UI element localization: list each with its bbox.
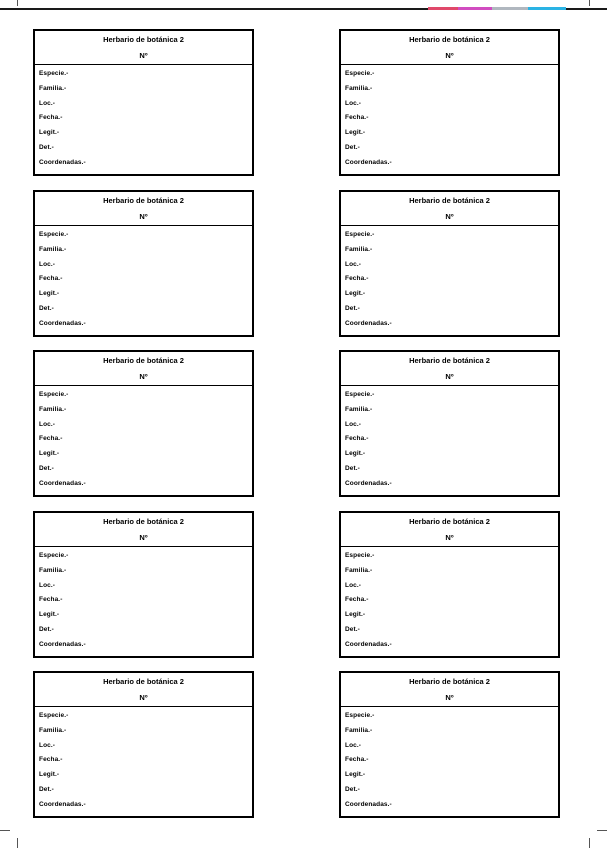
field-loc: Loc.- <box>345 741 362 749</box>
label-fields <box>341 65 558 172</box>
herbarium-label-r4-c2 <box>339 511 560 658</box>
field-fecha: Fecha.- <box>345 114 369 122</box>
field-coordenadas: Coordenadas.- <box>39 800 86 808</box>
field-familia: Familia.- <box>345 405 373 413</box>
label-fields <box>35 547 252 654</box>
label-fields <box>35 226 252 333</box>
field-loc: Loc.- <box>39 581 56 589</box>
field-loc: Loc.- <box>345 420 362 428</box>
label-number: Nº <box>35 47 252 65</box>
field-fecha: Fecha.- <box>39 114 63 122</box>
label-title: Herbario de botánica 2 <box>103 517 184 526</box>
field-loc: Loc.- <box>39 260 56 268</box>
field-fecha: Fecha.- <box>345 275 369 283</box>
field-familia: Familia.- <box>39 405 67 413</box>
field-legit: Legit.- <box>39 611 60 619</box>
field-fecha: Fecha.- <box>39 756 63 764</box>
field-especie: Especie.- <box>39 552 69 559</box>
field-loc: Loc.- <box>39 420 56 428</box>
label-number: Nº <box>341 368 558 386</box>
field-legit: Legit.- <box>39 290 60 298</box>
field-fecha: Fecha.- <box>345 435 369 443</box>
field-legit: Legit.- <box>39 771 60 779</box>
label-fields <box>341 386 558 493</box>
label-fields <box>341 226 558 333</box>
field-fecha: Fecha.- <box>39 435 63 443</box>
field-fecha: Fecha.- <box>39 275 63 283</box>
field-loc: Loc.- <box>345 99 362 107</box>
label-number: Nº <box>341 529 558 547</box>
field-especie: Especie.- <box>345 70 375 77</box>
herbarium-label-r5-c2 <box>339 671 560 818</box>
label-title: Herbario de botánica 2 <box>409 517 490 526</box>
field-especie: Especie.- <box>345 552 375 559</box>
field-det: Det.- <box>39 625 54 633</box>
herbarium-label-r5-c1 <box>33 671 254 818</box>
label-number: Nº <box>35 529 252 547</box>
herbarium-label-r2-c2 <box>339 190 560 337</box>
field-legit: Legit.- <box>345 771 366 779</box>
field-legit: Legit.- <box>345 611 366 619</box>
field-coordenadas: Coordenadas.- <box>345 479 392 487</box>
field-det: Det.- <box>39 464 54 472</box>
herbarium-label-r2-c1 <box>33 190 254 337</box>
label-number: Nº <box>35 208 252 226</box>
label-title: Herbario de botánica 2 <box>409 196 490 205</box>
field-coordenadas: Coordenadas.- <box>39 158 86 166</box>
field-loc: Loc.- <box>345 260 362 268</box>
field-legit: Legit.- <box>345 129 366 137</box>
field-coordenadas: Coordenadas.- <box>39 479 86 487</box>
field-legit: Legit.- <box>345 290 366 298</box>
field-familia: Familia.- <box>345 566 373 574</box>
label-fields <box>35 386 252 493</box>
field-especie: Especie.- <box>345 391 375 398</box>
field-familia: Familia.- <box>39 245 67 253</box>
label-title: Herbario de botánica 2 <box>409 677 490 686</box>
field-especie: Especie.- <box>39 231 69 238</box>
label-title: Herbario de botánica 2 <box>409 356 490 365</box>
label-number: Nº <box>341 208 558 226</box>
field-especie: Especie.- <box>39 391 69 398</box>
field-det: Det.- <box>39 785 54 793</box>
field-loc: Loc.- <box>345 581 362 589</box>
field-legit: Legit.- <box>39 450 60 458</box>
label-fields <box>35 65 252 172</box>
field-coordenadas: Coordenadas.- <box>345 158 392 166</box>
field-fecha: Fecha.- <box>345 756 369 764</box>
herbarium-label-r4-c1 <box>33 511 254 658</box>
herbarium-label-r1-c2 <box>339 29 560 176</box>
field-legit: Legit.- <box>345 450 366 458</box>
field-loc: Loc.- <box>39 99 56 107</box>
field-coordenadas: Coordenadas.- <box>345 800 392 808</box>
field-det: Det.- <box>39 143 54 151</box>
field-loc: Loc.- <box>39 741 56 749</box>
field-familia: Familia.- <box>345 84 373 92</box>
field-especie: Especie.- <box>345 712 375 719</box>
field-det: Det.- <box>345 143 360 151</box>
field-familia: Familia.- <box>39 726 67 734</box>
label-title: Herbario de botánica 2 <box>103 677 184 686</box>
field-especie: Especie.- <box>39 712 69 719</box>
field-familia: Familia.- <box>39 84 67 92</box>
field-coordenadas: Coordenadas.- <box>39 319 86 327</box>
herbarium-label-r3-c2 <box>339 350 560 497</box>
field-especie: Especie.- <box>345 231 375 238</box>
label-title: Herbario de botánica 2 <box>409 35 490 44</box>
field-familia: Familia.- <box>345 245 373 253</box>
label-title: Herbario de botánica 2 <box>103 196 184 205</box>
field-coordenadas: Coordenadas.- <box>345 640 392 648</box>
field-familia: Familia.- <box>39 566 67 574</box>
field-coordenadas: Coordenadas.- <box>345 319 392 327</box>
label-fields <box>341 707 558 814</box>
field-det: Det.- <box>345 304 360 312</box>
field-legit: Legit.- <box>39 129 60 137</box>
label-number: Nº <box>35 368 252 386</box>
label-fields <box>341 547 558 654</box>
label-title: Herbario de botánica 2 <box>103 35 184 44</box>
field-familia: Familia.- <box>345 726 373 734</box>
field-det: Det.- <box>345 625 360 633</box>
herbarium-label-r1-c1 <box>33 29 254 176</box>
field-fecha: Fecha.- <box>39 596 63 604</box>
field-det: Det.- <box>39 304 54 312</box>
field-det: Det.- <box>345 464 360 472</box>
field-det: Det.- <box>345 785 360 793</box>
field-fecha: Fecha.- <box>345 596 369 604</box>
field-coordenadas: Coordenadas.- <box>39 640 86 648</box>
label-fields <box>35 707 252 814</box>
label-number: Nº <box>35 689 252 707</box>
herbarium-label-r3-c1 <box>33 350 254 497</box>
field-especie: Especie.- <box>39 70 69 77</box>
label-number: Nº <box>341 689 558 707</box>
label-number: Nº <box>341 47 558 65</box>
label-title: Herbario de botánica 2 <box>103 356 184 365</box>
